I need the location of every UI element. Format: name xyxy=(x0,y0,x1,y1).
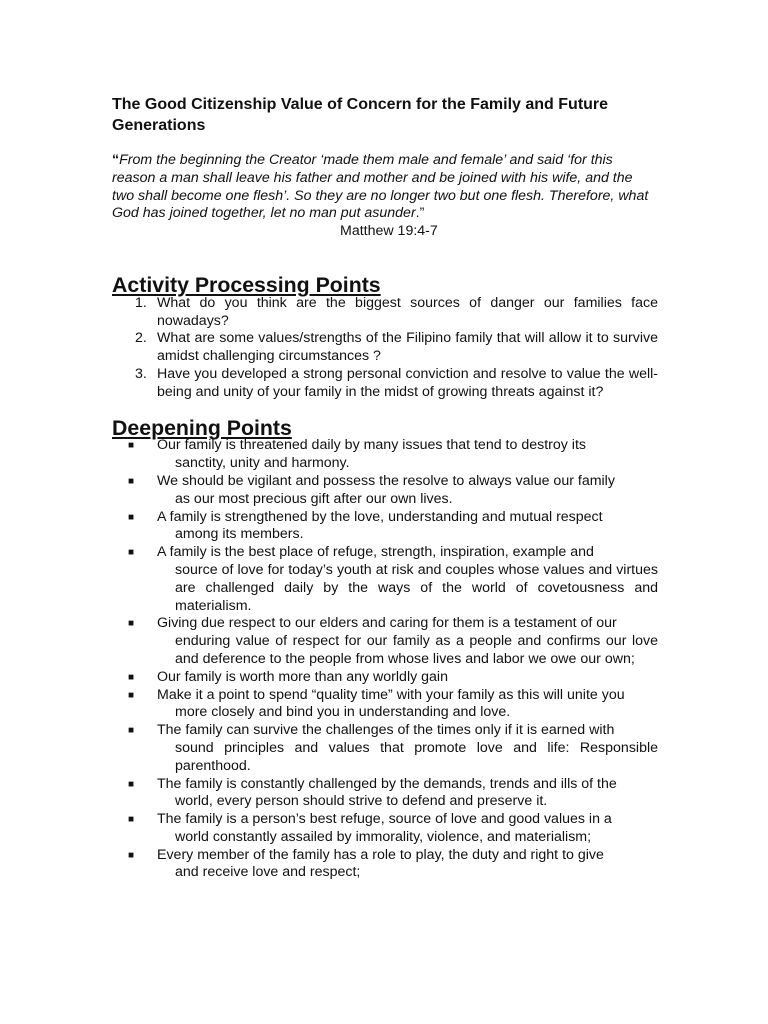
bullet-icon: ■ xyxy=(128,849,135,861)
item-continuation: sound principles and values that promote love and life: Responsible parenthood. xyxy=(175,739,658,774)
bullet-icon: ■ xyxy=(128,725,135,737)
item-continuation: source of love for today’s youth at risk and couples whose values and virtues are challenged daily by the ways of the world of covetousness and materialism. xyxy=(175,561,658,614)
deepening-list xyxy=(112,437,658,882)
item-first-line: Giving due respect to our elders and caring for them is a testament of our xyxy=(157,615,617,632)
item-first-line: Make it a point to spend “quality time” with your family as this will unite you xyxy=(157,686,625,703)
item-continuation: more closely and bind you in understanding and love. xyxy=(175,704,511,721)
item-number: 1. xyxy=(135,294,147,311)
list-item xyxy=(112,437,658,473)
item-text: What do you think are the biggest sources of danger our families face nowadays? xyxy=(157,294,658,329)
item-first-line: A family is the best place of refuge, strength, inspiration, example and xyxy=(157,544,594,561)
document-title: The Good Citizenship Value of Concern for the Family and Future Generations xyxy=(112,96,609,134)
item-first-line: Our family is worth more than any worldly gain xyxy=(157,668,448,685)
item-first-line: The family is constantly challenged by the demands, trends and ills of the xyxy=(157,775,617,792)
item-continuation: and receive love and respect; xyxy=(175,864,361,881)
bullet-icon: ■ xyxy=(128,475,135,487)
item-first-line: A family is strengthened by the love, understanding and mutual respect xyxy=(157,508,603,525)
item-first-line: The family can survive the challenges of the times only if it is earned with xyxy=(157,722,615,739)
quote-open-mark: “ xyxy=(112,152,120,168)
quote-close-mark: .” xyxy=(415,205,425,222)
activity-list xyxy=(112,295,658,402)
list-item xyxy=(112,330,658,366)
deepening-heading: Deepening Points xyxy=(112,415,292,440)
list-item xyxy=(112,722,658,775)
item-number: 2. xyxy=(135,330,147,347)
item-first-line: Every member of the family has a role to play, the duty and right to give xyxy=(157,846,604,863)
list-item xyxy=(112,544,658,615)
bullet-icon: ■ xyxy=(128,511,135,523)
bullet-icon: ■ xyxy=(128,671,135,683)
list-item xyxy=(112,366,658,402)
item-first-line: The family is a person’s best refuge, source of love and good values in a xyxy=(157,811,612,828)
bullet-icon: ■ xyxy=(128,778,135,790)
list-item xyxy=(112,295,658,331)
list-item xyxy=(112,811,658,847)
list-item xyxy=(112,509,658,545)
item-continuation: among its members. xyxy=(175,526,304,543)
list-item xyxy=(112,776,658,812)
item-continuation: enduring value of respect for our family as a people and confirms our love and deference to the people from whose lives and labor we owe our own; xyxy=(175,633,658,667)
item-continuation: world, every person should strive to defend and preserve it. xyxy=(175,793,548,810)
scripture-quote xyxy=(112,152,658,223)
list-item xyxy=(112,669,658,687)
list-item xyxy=(112,847,658,883)
list-item xyxy=(112,615,658,668)
item-text: Have you developed a strong personal conviction and resolve to value the well-being and unity of your family in the midst of growing threats against it? xyxy=(157,365,658,400)
bullet-icon: ■ xyxy=(128,618,135,630)
activity-heading: Activity Processing Points xyxy=(112,272,381,297)
item-first-line: We should be vigilant and possess the resolve to always value our family xyxy=(157,472,615,489)
quote-text: From the beginning the Creator ‘made them male and female’ and said ‘for this reason a man shall leave his father and mother and be joined with his wife, and the two shall become one flesh’. So they are no longer two but one flesh. Therefore, what God has joined together, let no man put asunder xyxy=(112,152,649,222)
document-page xyxy=(112,94,658,882)
bullet-icon: ■ xyxy=(128,689,135,701)
list-item xyxy=(112,687,658,723)
quote-citation: Matthew 19:4-7 xyxy=(340,223,438,240)
list-item xyxy=(112,473,658,509)
bullet-icon: ■ xyxy=(128,547,135,559)
item-first-line: Our family is threatened daily by many issues that tend to destroy its xyxy=(157,437,586,454)
item-text: What are some values/strengths of the Filipino family that will allow it to survive amidst challenging circumstances ? xyxy=(157,330,658,365)
item-continuation: world constantly assailed by immorality, violence, and materialism; xyxy=(175,828,592,845)
bullet-icon: ■ xyxy=(128,814,135,826)
item-number: 3. xyxy=(135,365,147,382)
item-continuation: as our most precious gift after our own lives. xyxy=(175,490,453,507)
bullet-icon: ■ xyxy=(128,440,135,452)
item-continuation: sanctity, unity and harmony. xyxy=(175,455,350,472)
